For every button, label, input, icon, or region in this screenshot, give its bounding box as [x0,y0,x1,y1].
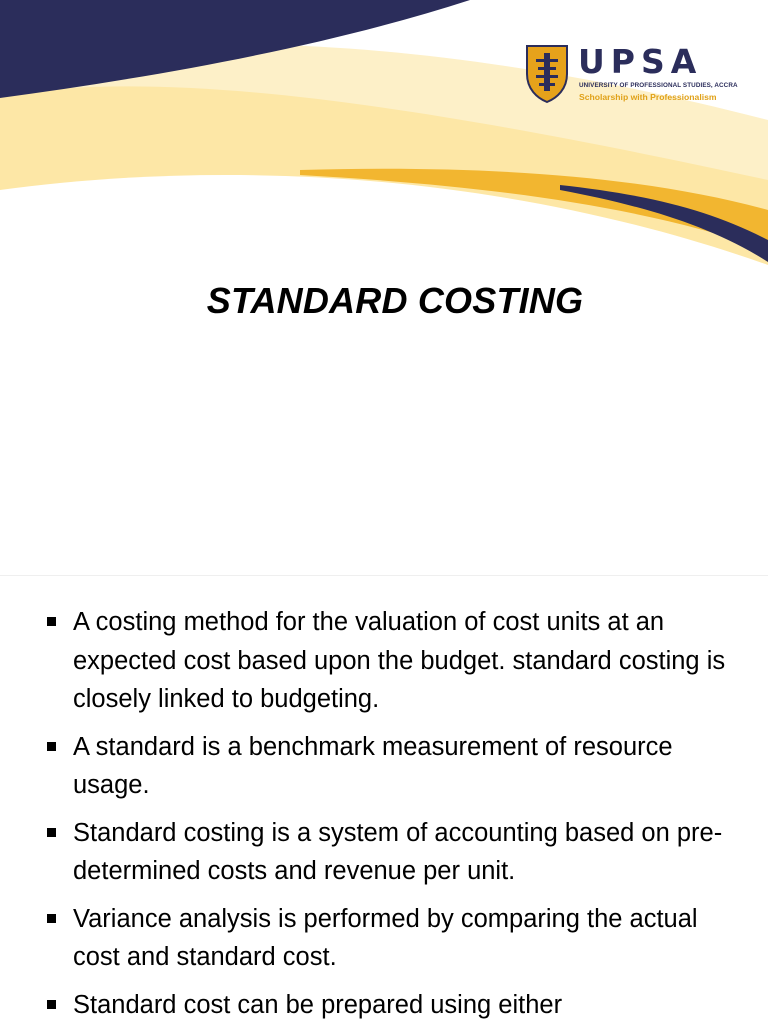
bullet-list [44,603,744,1033]
square-bullet-icon [47,742,56,751]
square-bullet-icon [47,828,56,837]
upsa-logo [524,42,738,108]
bullet-item [44,900,744,977]
bullet-item [44,986,744,1025]
bullet-text: Standard costing is a system of accounting based on pre-determined costs and revenue per unit. [73,818,723,885]
logo-institution-name: UNIVERSITY OF PROFESSIONAL STUDIES, ACCRA [579,82,738,89]
bullet-item [44,814,744,891]
upsa-crest-icon [524,44,570,104]
slide-title: STANDARD COSTING [206,280,584,321]
bullet-item [44,603,744,719]
bullet-text: Standard cost can be prepared using either [73,990,563,1019]
square-bullet-icon [47,617,56,626]
square-bullet-icon [47,914,56,923]
bullet-text: A costing method for the valuation of cost units at an expected cost based upon the budget. standard costing is closely linked to budgeting. [73,608,726,713]
bullet-item [44,728,744,805]
logo-tagline: Scholarship with Professionalism [579,92,717,102]
bullet-text: Variance analysis is performed by comparing the actual cost and standard cost. [73,904,698,971]
logo-wordmark: UPSA [578,42,703,81]
slide-content-panel [0,576,768,1024]
bullet-text: A standard is a benchmark measurement of resource usage. [73,732,673,799]
square-bullet-icon [47,1000,56,1009]
